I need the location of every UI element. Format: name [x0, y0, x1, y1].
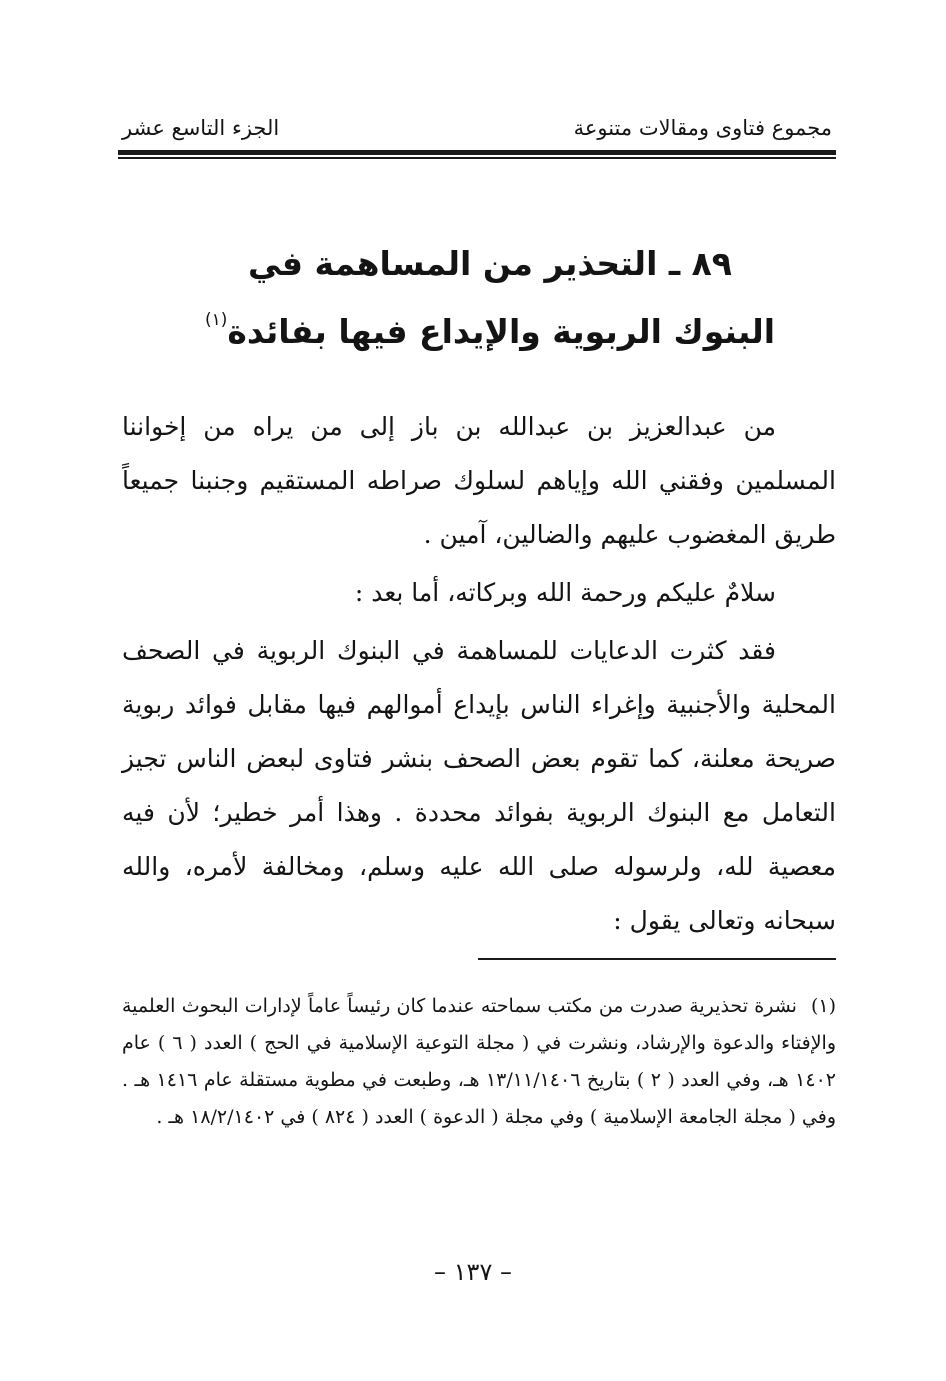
footnote — [122, 988, 836, 1136]
article-title-line-1: ٨٩ ـ التحذير من المساهمة في — [248, 244, 732, 283]
footnote-marker: (١) — [810, 995, 836, 1017]
paragraph-greeting: سلامٌ عليكم ورحمة الله وبركاته، أما بعد : — [354, 578, 776, 607]
book-title: مجموع فتاوى ومقالات متنوعة — [573, 116, 832, 140]
header-rule-thick — [118, 150, 836, 155]
header-rule — [118, 150, 836, 160]
paragraph-main: فقد كثرت الدعايات للمساهمة في البنوك الربوية في الصحف المحلية والأجنبية وإغراء الناس بإيداع أموالهم فيها مقابل فوائد ربوية صريحة معلنة، كما تقوم بعض الصحف بنشر فتاوى لبعض الناس تجيز التعامل مع البنوك الربوية بفوائد محددة . وهذا أمر خطير؛ لأن فيه معصية لله، ولرسوله صلى الله عليه وسلم، ومخالفة لأمره، والله سبحانه وتعالى يقول : — [122, 636, 836, 935]
footnote-separator — [478, 958, 836, 960]
footnote-text: نشرة تحذيرية صدرت من مكتب سماحته عندما كان رئيساً عاماً لإدارات البحوث العلمية والإفتاء والدعوة والإرشاد، ونشرت في ( مجلة التوعية الإسلامية في الحج ) العدد ( ٦ ) عام ١٤٠٢ هـ، وفي العدد ( ٢ ) بتاريخ ١٣/١١/١٤٠٦ هـ، وطبعت في مطوية مستقلة عام ١٤١٦ هـ . وفي ( مجلة الجامعة الإسلامية ) وفي مجلة ( الدعوة ) العدد ( ٨٢٤ ) في ١٨/٢/١٤٠٢ هـ . — [122, 995, 836, 1128]
paragraph-salutation: من عبدالعزيز بن عبدالله بن باز إلى من يراه من إخواننا المسلمين وفقني الله وإياهم لسلوك صراطه المستقيم وجنبنا جميعاً طريق المغضوب عليهم والضالين، آمين . — [122, 412, 836, 549]
article-title — [150, 236, 830, 360]
footnote-reference: (١) — [204, 310, 228, 330]
body-text — [122, 400, 836, 948]
page-number: – ١٣٧ – — [434, 1258, 512, 1286]
article-title-line-2-text: البنوك الربوية والإيداع فيها بفائدة — [227, 312, 776, 351]
volume-label: الجزء التاسع عشر — [122, 116, 280, 140]
running-header — [118, 112, 836, 146]
article-title-line-2 — [150, 292, 830, 360]
header-rule-thin — [118, 157, 836, 159]
